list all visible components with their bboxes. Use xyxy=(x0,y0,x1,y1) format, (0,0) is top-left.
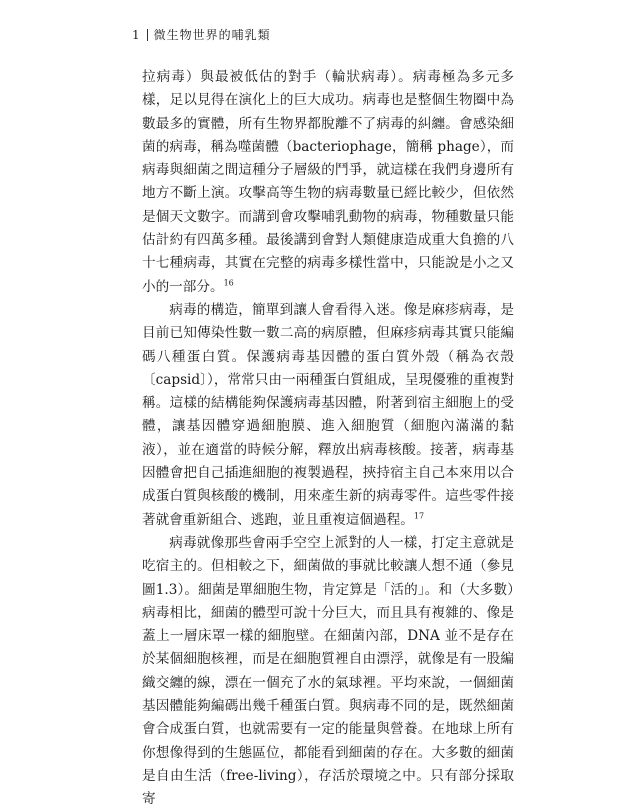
paragraph-text: 病毒的構造，簡單到讓人會看得入迷。像是麻疹病毒，是目前已知傳染性數一數二高的病原體，但麻疹病毒其實只能編碼八種蛋白質。保護病毒基因體的蛋白質外殼（稱為衣殼〔capsid〕），常常只由一兩種蛋白質組成，呈現優雅的重複對稱。這樣的結構能夠保護病毒基因體，附著到宿主細胞上的受體，讓基因體穿過細胞膜、進入細胞質（細胞內滿滿的黏液），並在適當的時候分解，釋放出病毒核酸。接著，病毒基因體會把自己插進細胞的複製過程，挾持宿主自己本來用以合成蛋白質與核酸的機制，用來產生新的病毒零件。這些零件接著就會重新組合、逃跑，並且重複這個過程。 xyxy=(142,301,514,528)
body-text xyxy=(142,66,514,812)
page-number: 1 xyxy=(132,28,141,42)
paragraph xyxy=(142,532,514,812)
footnote-marker: 17 xyxy=(413,511,425,521)
footnote-marker: 16 xyxy=(223,278,234,288)
paragraph xyxy=(142,299,514,532)
chapter-title: 微生物世界的哺乳類 xyxy=(153,28,271,42)
paragraph xyxy=(142,66,514,299)
running-header xyxy=(132,26,271,43)
header-divider xyxy=(147,29,148,41)
paragraph-text: 拉病毒）與最被低估的對手（輪狀病毒）。病毒極為多元多樣，足以見得在演化上的巨大成功。病毒也是整個生物圈中為數最多的實體，所有生物界都脫離不了病毒的糾纏。會感染細菌的病毒，稱為噬菌體（bacteriophage，簡稱 phage），而病毒與細菌之間這種分子層級的鬥爭，就這樣在我們身邊所有地方不斷上演。攻擊高等生物的病毒數量已經比較少，但依然是個天文數字。而講到會攻擊哺乳動物的病毒，物種數量只能估計約有四萬多種。最後講到會對人類健康造成重大負擔的八十七種病毒，其實在完整的病毒多樣性當中，只能說是小之又小的一部分。 xyxy=(142,69,514,295)
paragraph-text: 病毒就像那些會兩手空空上派對的人一樣，打定主意就是吃宿主的。但相較之下，細菌做的事就比較讓人想不通（參見圖1.3）。細菌是單細胞生物，肯定算是「活的」。和（大多數）病毒相比，細菌的體型可說十分巨大，而且具有複雜的、像是蓋上一層床罩一樣的細胞壁。在細菌內部，DNA 並不是存在於某個細胞核裡，而是在細胞質裡自由漂浮，就像是有一股編織交纏的線，漂在一個充了水的氣球裡。平均來說，一個細菌基因體能夠編碼出幾千種蛋白質。與病毒不同的是，既然細菌會合成蛋白質，也就需要有一定的能量與營養。在地球上所有你想像得到的生態區位，都能看到細菌的存在。大多數的細菌是自由生活（free-living），存活於環境之中。只有部分採取寄 xyxy=(142,534,514,808)
